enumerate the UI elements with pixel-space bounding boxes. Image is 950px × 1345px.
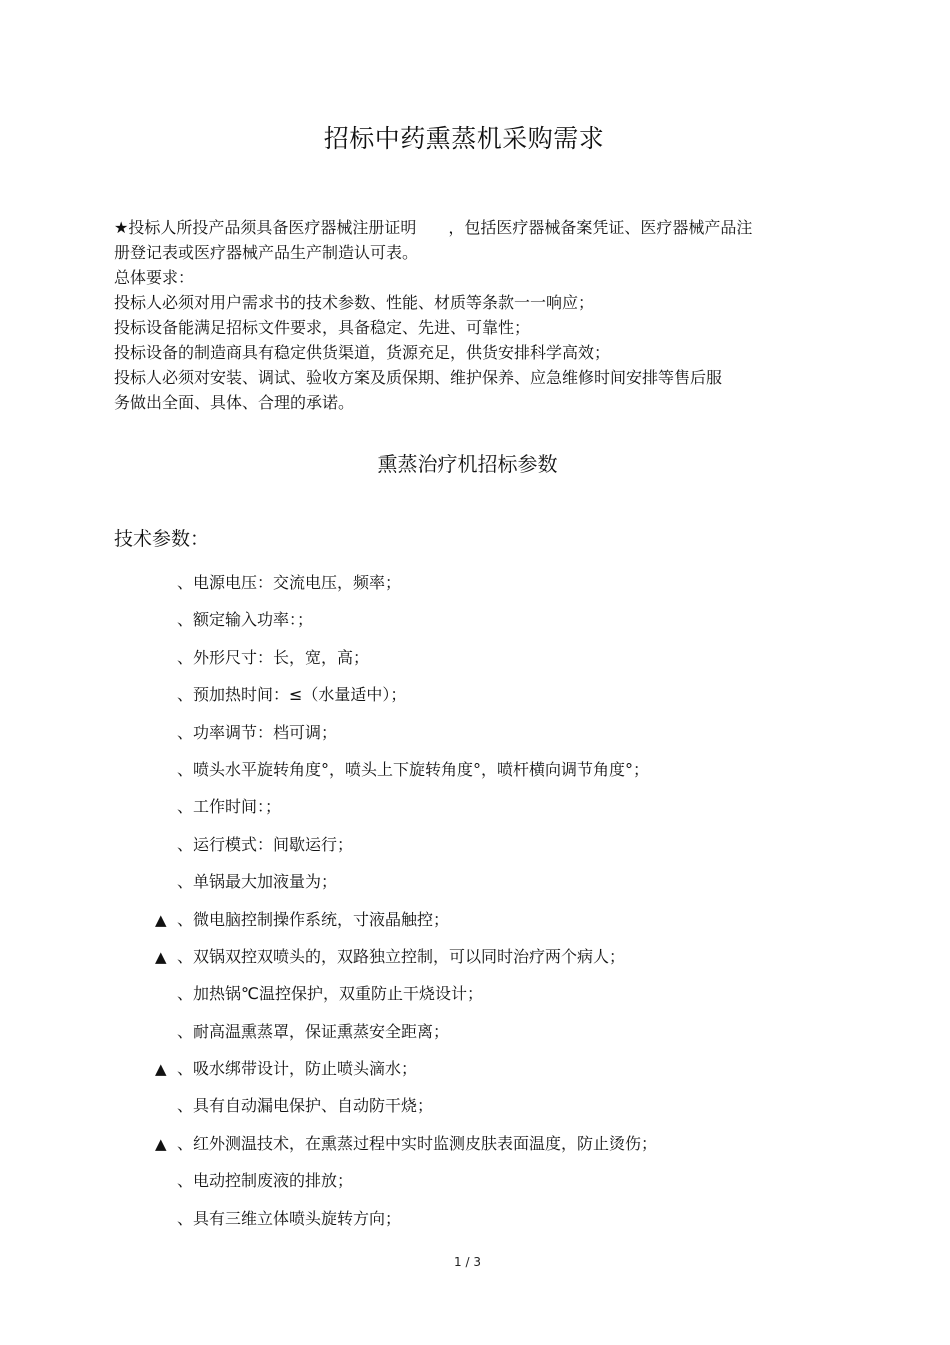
- page-number: 1 / 3: [454, 1255, 481, 1269]
- param-text: 、加热锅℃温控保护，双重防止干烧设计；: [177, 984, 483, 1004]
- param-item: [155, 1132, 657, 1169]
- param-item: [155, 833, 657, 870]
- param-text: 、耐高温熏蒸罩，保证熏蒸安全距离；: [177, 1021, 450, 1041]
- intro-line: 投标人必须对用户需求书的技术参数、性能、材质等条款一一响应；: [114, 293, 595, 312]
- tech-heading: 技术参数：: [114, 528, 210, 550]
- param-item: [155, 571, 657, 608]
- param-list: [155, 571, 657, 1244]
- param-text: 、运行模式：间歇运行；: [177, 834, 354, 854]
- intro-line: 投标设备的制造商具有稳定供货渠道，货源充足，供货安排科学高效；: [114, 343, 611, 362]
- param-item: [155, 1169, 657, 1206]
- param-text: 、额定输入功率：；: [177, 610, 314, 630]
- param-text: 、双锅双控双喷头的，双路独立控制，可以同时治疗两个病人；: [177, 946, 626, 966]
- param-text: 、电源电压：交流电压，频率；: [177, 573, 402, 592]
- param-item: [155, 908, 657, 945]
- section-title: 熏蒸治疗机招标参数: [377, 452, 558, 476]
- param-item: [155, 1057, 657, 1094]
- param-item: [155, 1207, 657, 1244]
- param-item: [155, 982, 657, 1019]
- triangle-marker-icon: ▲: [155, 1134, 167, 1153]
- param-text: 、预加热时间：≤（水量适中）；: [177, 685, 407, 705]
- param-item: [155, 945, 657, 982]
- param-text: 、功率调节：档可调；: [177, 722, 338, 742]
- triangle-marker-icon: ▲: [155, 947, 167, 966]
- param-item: [155, 1020, 657, 1057]
- param-item: [155, 721, 657, 758]
- page-title: 招标中药熏蒸机采购需求: [323, 124, 605, 153]
- param-item: [155, 608, 657, 645]
- param-text: 、喷头水平旋转角度°，喷头上下旋转角度°，喷杆横向调节角度°；: [177, 759, 650, 779]
- param-text: 、外形尺寸：长，宽，高；: [177, 647, 370, 667]
- intro-line: 务做出全面、具体、合理的承诺。: [114, 393, 355, 412]
- param-text: 、工作时间：；: [177, 797, 282, 817]
- param-text: 、微电脑控制操作系统，寸液晶触控；: [177, 909, 450, 929]
- intro-section: [114, 215, 824, 415]
- param-text: 、具有自动漏电保护、自动防干烧；: [177, 1096, 434, 1116]
- param-text: 、吸水绑带设计，防止喷头滴水；: [177, 1059, 418, 1079]
- intro-line: 投标设备能满足招标文件要求，具备稳定、先进、可靠性；: [114, 318, 531, 337]
- intro-line: 总体要求：: [114, 268, 195, 287]
- param-item: [155, 683, 657, 720]
- param-item: [155, 1094, 657, 1131]
- param-text: 、具有三维立体喷头旋转方向；: [177, 1208, 402, 1228]
- param-text: 、电动控制废液的排放；: [177, 1171, 354, 1191]
- param-text: 、红外测温技术，在熏蒸过程中实时监测皮肤表面温度，防止烫伤；: [177, 1133, 658, 1153]
- intro-line: 册登记表或医疗器械产品生产制造认可表。: [114, 243, 419, 262]
- param-item: [155, 870, 657, 907]
- triangle-marker-icon: ▲: [155, 1060, 167, 1079]
- intro-line: 投标人必须对安装、调试、验收方案及质保期、维护保养、应急维修时间安排等售后服: [114, 368, 723, 387]
- triangle-marker-icon: ▲: [155, 910, 167, 929]
- param-text: 、单锅最大加液量为；: [177, 872, 338, 892]
- param-item: [155, 758, 657, 795]
- intro-line: ★投标人所投产品须具备医疗器械注册证明 ，包括医疗器械备案凭证、医疗器械产品注: [114, 218, 753, 237]
- param-item: [155, 646, 657, 683]
- param-item: [155, 795, 657, 832]
